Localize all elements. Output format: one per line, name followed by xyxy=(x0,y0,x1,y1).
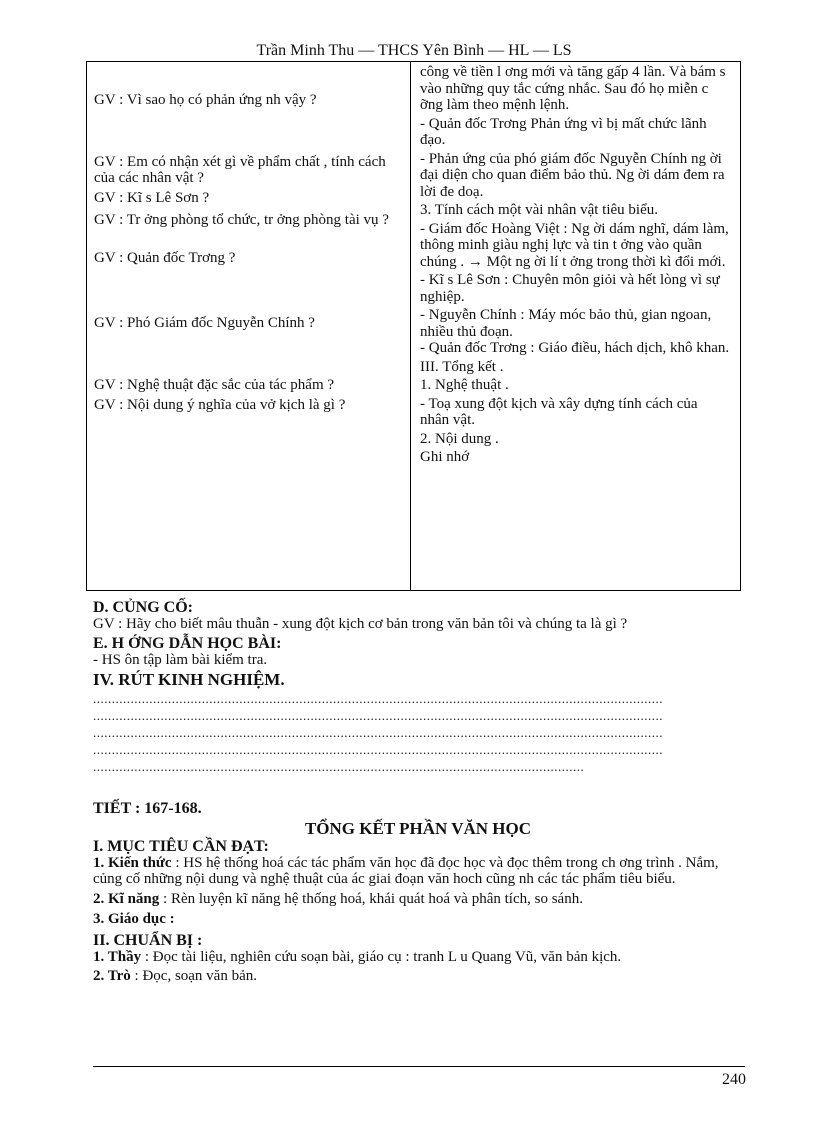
section-d-text: GV : Hãy cho biết mâu thuẫn - xung đột kịch cơ bản trong văn bản tôi và chúng ta là gì ? xyxy=(93,616,628,632)
answer-text: - Quản đốc Trơng Phản ứng vì bị mất chức lãnh đạo. xyxy=(420,115,707,148)
dotted-line: ........................................................................................................................................................ xyxy=(93,691,663,706)
page-number: 240 xyxy=(722,1071,746,1088)
answer-text: - Phản ứng của phó giám đốc Nguyễn Chính ng ời đại diện cho quan điểm bảo thủ. Ng ời dám đem ra lời đe doạ. xyxy=(420,150,725,200)
notes-lines xyxy=(93,690,743,775)
skills-label: 2. Kĩ năng xyxy=(93,891,160,907)
question-truong-phong: GV : Tr ởng phòng tổ chức, tr ởng phòng tài vụ ? xyxy=(94,212,389,228)
answer-text: - Nguyễn Chính : Máy móc bảo thủ, gian ngoan, nhiều thủ đoạn. xyxy=(420,307,712,340)
answer-heading: 1. Nghệ thuật . xyxy=(420,377,509,393)
dotted-line: ................................................................................................................................... xyxy=(93,759,585,774)
answer-text: - Kĩ s Lê Sơn : Chuyên môn giỏi và hết lòng vì sự nghiệp. xyxy=(420,272,720,305)
dotted-line: ........................................................................................................................................................ xyxy=(93,708,663,723)
lesson-table xyxy=(86,61,741,591)
objective-knowledge xyxy=(93,855,743,887)
objectives-heading: I. MỤC TIÊU CẦN ĐẠT: xyxy=(93,838,269,855)
question-nghe-thuat: GV : Nghệ thuật đặc sắc của tác phẩm ? xyxy=(94,377,335,393)
answer-text: Ghi nhớ xyxy=(420,449,470,465)
question-le-son: GV : Kĩ s Lê Sơn ? xyxy=(94,190,210,206)
lesson-title: TỔNG KẾT PHẦN VĂN HỌC xyxy=(304,819,532,838)
dotted-line: ........................................................................................................................................................ xyxy=(93,742,663,757)
teacher-text: : Đọc tài liệu, nghiên cứu soạn bài, giáo cụ : tranh L u Quang Vũ, văn bản kịch. xyxy=(141,949,622,965)
answer-text: - Toạ xung đột kịch và xây dựng tính cách của nhân vật. xyxy=(420,395,698,428)
section-iv-heading: IV. RÚT KINH NGHIỆM. xyxy=(93,670,285,689)
answer-column xyxy=(420,64,730,466)
answer-heading: III. Tổng kết . xyxy=(420,358,504,375)
answer-text: - Quản đốc Trơng : Giáo điều, hách dịch, khô khan. xyxy=(420,340,730,356)
question-quan-doc: GV : Quản đốc Trơng ? xyxy=(94,250,236,266)
preparation-teacher xyxy=(93,949,743,965)
section-e-text: - HS ôn tập làm bài kiểm tra. xyxy=(93,652,268,668)
preparation-student xyxy=(93,968,743,984)
page-header: Trần Minh Thu — THCS Yên Bình — HL — LS xyxy=(256,42,572,59)
student-text: : Đọc, soạn văn bản. xyxy=(130,968,257,984)
skills-text: : Rèn luyện kĩ năng hệ thống hoá, khái quát hoá và phân tích, so sánh. xyxy=(159,891,583,907)
dotted-line: ........................................................................................................................................................ xyxy=(93,725,663,740)
question-noi-dung: GV : Nội dung ý nghĩa của vở kịch là gì ? xyxy=(94,397,346,413)
question-reaction: GV : Vì sao họ có phản ứng nh vậy ? xyxy=(94,92,317,108)
question-pho-giam-doc: GV : Phó Giám đốc Nguyễn Chính ? xyxy=(94,315,315,331)
answer-heading: 2. Nội dung . xyxy=(420,430,499,447)
answer-heading: 3. Tính cách một vài nhân vật tiêu biểu. xyxy=(420,202,658,218)
lesson-body xyxy=(93,600,743,984)
footer-rule xyxy=(93,1066,745,1067)
education-label: 3. Giáo dục : xyxy=(93,911,175,927)
knowledge-label: 1. Kiến thức xyxy=(93,855,172,871)
preparation-heading: II. CHUẨN BỊ : xyxy=(93,932,203,949)
answer-text: công về tiền l ơng mới và tăng gấp 4 lần. Và bám s vào những quy tắc cứng nhắc. Sau đó họ miễn c ỡng làm theo mệnh lệnh. xyxy=(420,64,726,113)
objective-education xyxy=(93,911,743,927)
column-divider xyxy=(410,62,411,590)
objective-skills xyxy=(93,891,743,907)
answer-text: - Giám đốc Hoàng Việt : Ng ời dám nghĩ, dám làm, thông minh giàu nghị lực và tin t ởng vào quần chúng . → Một ng ời lí t ởng trong thời kì đổi mới. xyxy=(420,220,729,270)
section-e-heading: E. H ỚNG DẪN HỌC BÀI: xyxy=(93,635,282,652)
lesson-number: TIẾT : 167-168. xyxy=(93,800,202,817)
knowledge-text: : HS hệ thống hoá các tác phẩm văn học đã đọc học và đọc thêm trong ch ơng trình . Nắm, củng cố những nội dung và nghệ thuật của ác giai đoạn văn hoch cũng nh các tác phẩm tiêu biểu. xyxy=(93,855,719,887)
teacher-label: 1. Thầy xyxy=(93,949,142,965)
question-character: GV : Em có nhận xét gì về phẩm chất , tính cách của các nhân vật ? xyxy=(94,154,386,186)
section-d-heading: D. CỦNG CỐ: xyxy=(93,599,193,616)
student-label: 2. Trò xyxy=(93,968,131,984)
